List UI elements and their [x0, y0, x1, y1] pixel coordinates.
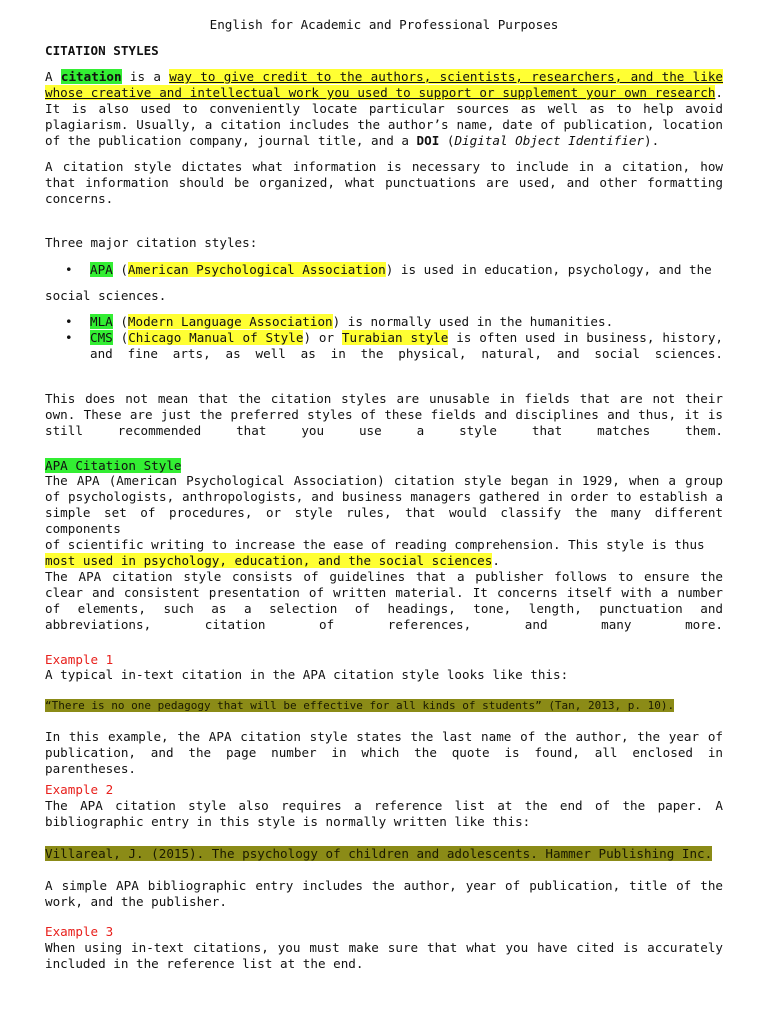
- bullet-mla: • MLA (Modern Language Association) is normally used in the humanities.: [45, 314, 723, 330]
- example-1-intro: A typical in-text citation in the APA citation style looks like this:: [45, 667, 569, 682]
- bullet-apa-continued: social sciences.: [45, 288, 167, 303]
- text: ) is normally used in the humanities.: [332, 314, 614, 329]
- apa-section-title-text: APA Citation Style: [45, 458, 182, 473]
- example-1-sample: [45, 698, 723, 714]
- text: .: [492, 553, 500, 568]
- example-1-explanation: In this example, the APA citation style states the last name of the author, the year of publication, and the page number in which the quote is found, all enclosed in parentheses.: [45, 729, 723, 776]
- example-2-label: Example 2: [45, 782, 114, 797]
- text: ) is used in education, psychology, and the: [385, 262, 712, 277]
- term-doi: DOI: [416, 133, 440, 148]
- example-2-intro: The APA citation style also requires a reference list at the end of the paper. A bibliographic entry in this style is normally written like this:: [45, 798, 723, 829]
- apa-abbr: APA: [90, 262, 113, 277]
- mla-abbr: MLA: [90, 314, 113, 329]
- text: ) or: [303, 330, 342, 345]
- example-2-explanation: A simple APA bibliographic entry includes the author, year of publication, title of the work, and the publisher.: [45, 878, 723, 909]
- citation-definition: way to give credit to the authors, scientists, researchers, and the like whose creative and intellectual work you used to support or supplement your own research: [45, 69, 723, 100]
- intro-paragraph-1: [45, 69, 723, 149]
- bullet-apa: • APA (American Psychological Association) is used in education, psychology, and the: [45, 262, 723, 278]
- text: (: [439, 133, 455, 148]
- cms-abbr: CMS: [90, 330, 113, 345]
- apa-history-continued: [45, 537, 723, 569]
- text: is often used in business, history, and fine arts, as well as in the physical, natural, and social sciences.: [90, 330, 723, 361]
- apa-history-paragraph: The APA (American Psychological Association) citation style began in 1929, when a group of psychologists, anthropologists, and business managers gathered in order to establish a simple set of procedures, or style rules, that would classify the many different components: [45, 473, 723, 536]
- intro-paragraph-2: A citation style dictates what information is necessary to include in a citation, how that information should be organized, what punctuations are used, and other formatting concerns.: [45, 159, 723, 206]
- note-paragraph: This does not mean that the citation styles are unusable in fields that are not their own. These are just the preferred styles of these fields and disciplines and thus, it is still recommended that you use a style that matches them.: [45, 391, 723, 438]
- term-citation: citation: [60, 69, 122, 84]
- example-1-sample-text: “There is no one pedagogy that will be effective for all kinds of students” (Tan, 2013, p. 10).: [45, 699, 675, 712]
- text: . It is also used to conveniently locate particular sources as well as to help avoid plagiarism. Usually, a citation includes the author’s name, date of publication, location of the publication company, journal title, and a: [45, 85, 723, 148]
- text: of scientific writing to increase the ease of reading comprehension. This style is thus: [45, 537, 705, 552]
- doi-expansion: Digital Object Identifier: [454, 133, 645, 148]
- apa-fields-highlight: most used in psychology, education, and the social sciences: [45, 553, 493, 568]
- text: is a: [121, 69, 170, 84]
- example-2-sample: [45, 846, 723, 862]
- example-3-intro: When using in-text citations, you must make sure that what you have cited is accurately included in the reference list at the end.: [45, 940, 723, 971]
- page-header: English for Academic and Professional Purposes: [209, 17, 559, 32]
- styles-heading: Three major citation styles:: [45, 235, 258, 250]
- cms-name: Chicago Manual of Style: [128, 330, 304, 345]
- example-3-label: Example 3: [45, 924, 114, 939]
- example-1-label: Example 1: [45, 652, 114, 667]
- example-2-sample-text: Villareal, J. (2015). The psychology of children and adolescents. Hammer Publishing Inc.: [45, 846, 713, 861]
- text: ).: [644, 133, 660, 148]
- bullet-cms: • CMS (Chicago Manual of Style) or Turabian style is often used in business, history, and fine arts, as well as in the physical, natural, and social sciences.: [45, 330, 723, 362]
- mla-name: Modern Language Association: [127, 314, 333, 329]
- apa-name: American Psychological Association: [127, 262, 386, 277]
- turabian-name: Turabian style: [341, 330, 449, 345]
- section-title: CITATION STYLES: [45, 43, 159, 58]
- apa-guidelines-paragraph: The APA citation style consists of guidelines that a publisher follows to ensure the clear and consistent presentation of written material. It concerns itself with a number of elements, such as a selection of headings, tone, length, punctuation and abbreviations, citation of references, and many more.: [45, 569, 723, 632]
- apa-section-title: [45, 458, 723, 474]
- text: A: [45, 69, 61, 84]
